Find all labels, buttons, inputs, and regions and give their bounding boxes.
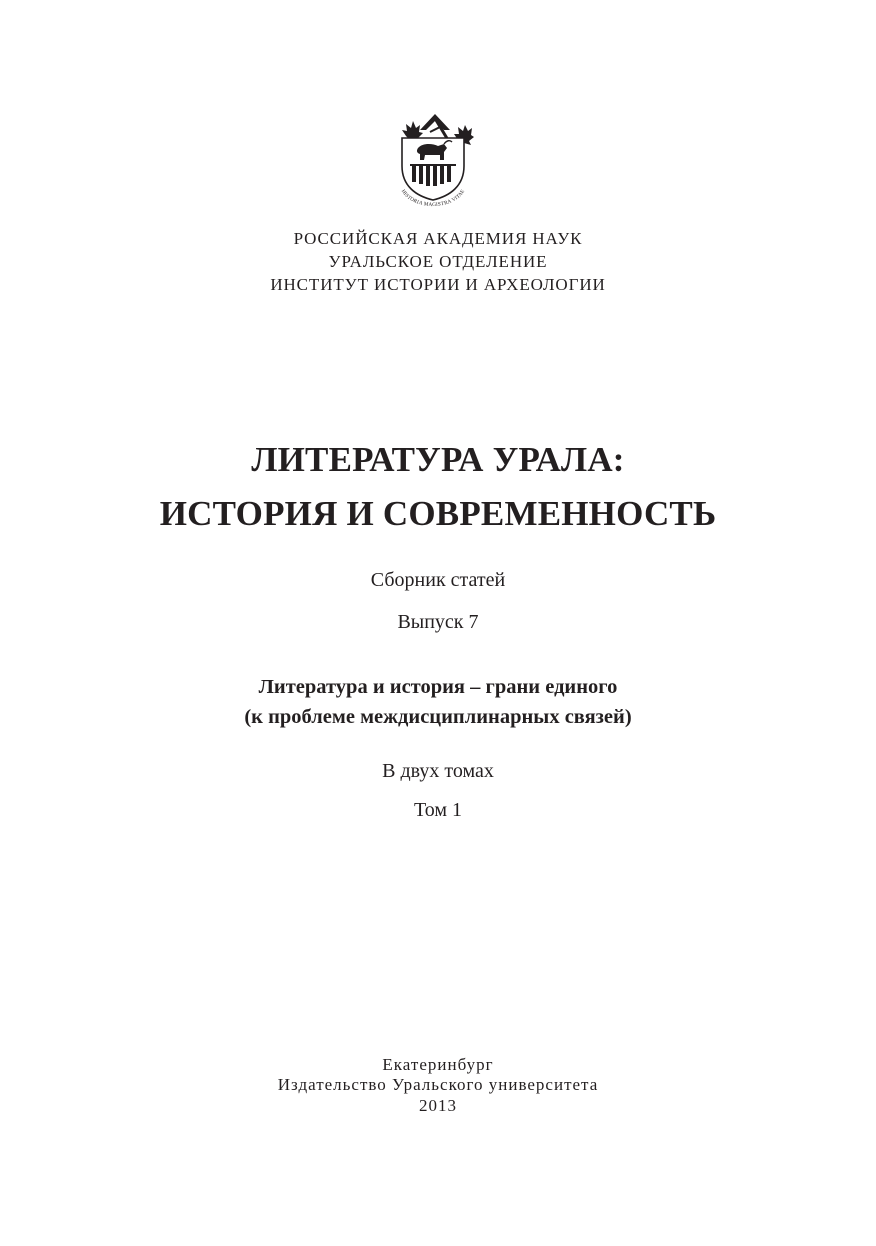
collection-type: Сборник статей <box>370 569 506 591</box>
svg-text:HISTORIA MAGISTRA VITAE: HISTORIA MAGISTRA VITAE <box>399 188 467 209</box>
org-department: УРАЛЬСКОЕ ОТДЕЛЕНИЕ <box>328 252 548 271</box>
volume-number: Том 1 <box>414 799 462 821</box>
org-institute: ИНСТИТУТ ИСТОРИИ И АРХЕОЛОГИИ <box>270 275 606 294</box>
imprint-publisher: Издательство Уральского университета <box>277 1075 599 1094</box>
subtitle-line-1: Литература и история – грани единого <box>258 676 618 698</box>
book-title-line-2: ИСТОРИЯ И СОВРЕМЕННОСТЬ <box>159 494 717 533</box>
imprint-city: Екатеринбург <box>382 1055 494 1074</box>
subtitle-line-2: (к проблеме междисциплинарных связей) <box>244 706 632 728</box>
imprint-year: 2013 <box>419 1096 457 1115</box>
volumes-count: В двух томах <box>382 760 494 782</box>
institute-emblem-logo <box>392 108 474 210</box>
book-title-line-1: ЛИТЕРАТУРА УРАЛА: <box>251 440 625 479</box>
org-academy: РОССИЙСКАЯ АКАДЕМИЯ НАУК <box>293 229 583 248</box>
issue-number: Выпуск 7 <box>397 611 479 633</box>
